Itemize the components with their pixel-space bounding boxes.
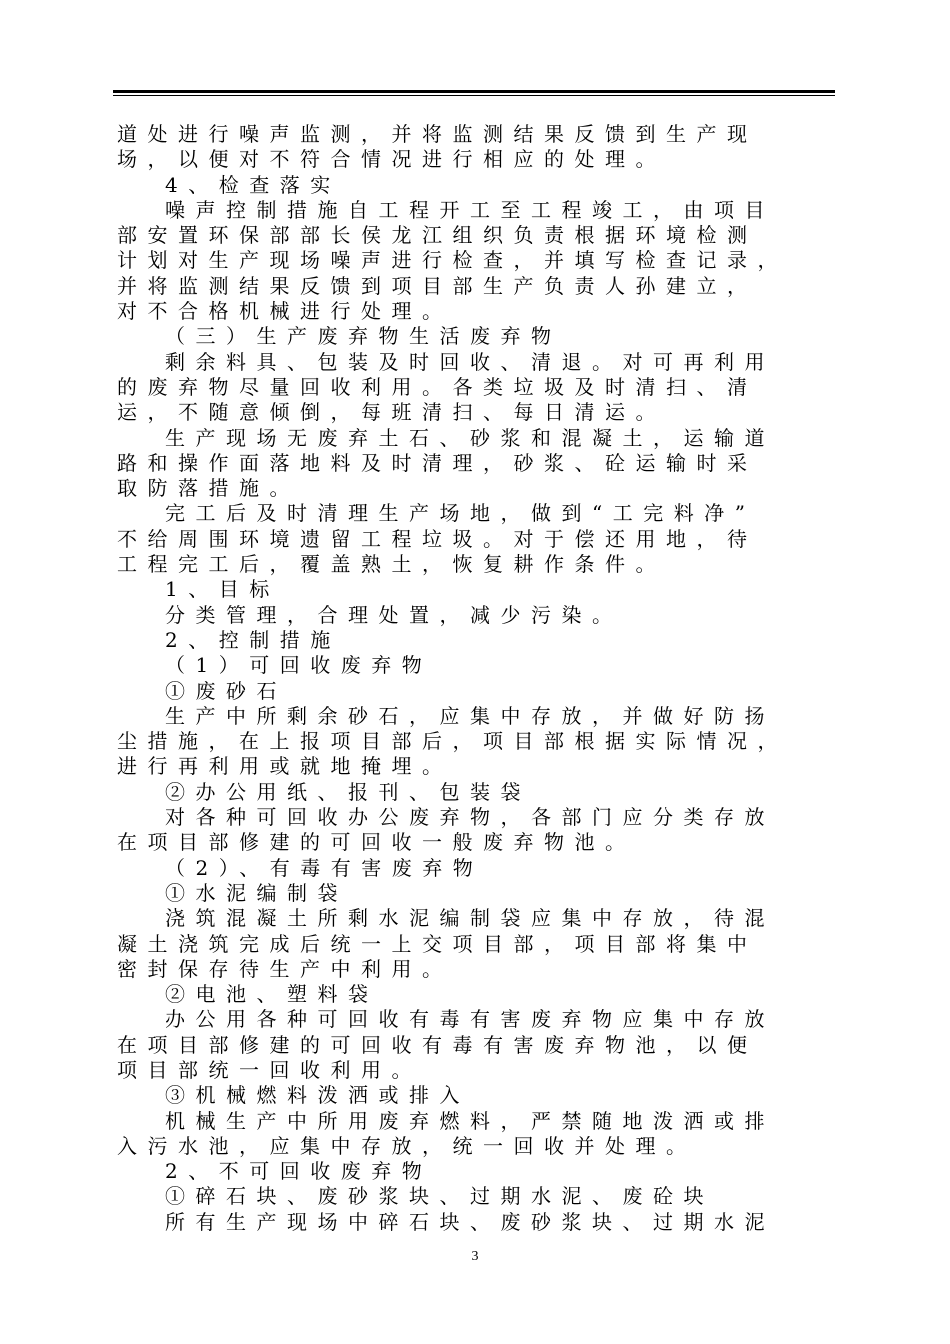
text-line: 浇筑混凝土所剩水泥编制袋应集中存放，待混 (165, 906, 775, 931)
text-line: 完工后及时清理生产场地，做到“工完料净” (165, 501, 756, 526)
text-line: 分类管理，合理处置，减少污染。 (165, 602, 623, 627)
document-body (117, 122, 829, 1235)
text-line: 生产中所剩余砂石，应集中存放，并做好防扬 (165, 703, 775, 728)
item-heading: ③机械燃料泼洒或排入 (165, 1083, 470, 1108)
section-heading: 2、不可回收废弃物 (165, 1159, 433, 1184)
text-line: 对不合格机械进行处理。 (117, 299, 453, 324)
text-line: 办公用各种可回收有毒有害废弃物应集中存放 (165, 1007, 775, 1032)
text-line: 在项目部修建的可回收有毒有害废弃物池，以便 (117, 1032, 758, 1057)
section-heading: 2、控制措施 (165, 627, 341, 652)
text-line: 机械生产中所用废弃燃料，严禁随地泼洒或排 (165, 1108, 775, 1133)
text-line: 工程完工后，覆盖熟土，恢复耕作条件。 (117, 552, 666, 577)
text-line: 密封保存待生产中利用。 (117, 956, 453, 981)
text-line: 生产现场无废弃土石、砂浆和混凝土，运输道 (165, 425, 775, 450)
text-line: 进行再利用或就地掩埋。 (117, 754, 453, 779)
text-line: 剩余料具、包装及时回收、清退。对可再利用 (165, 349, 775, 374)
text-line: 噪声控制措施自工程开工至工程竣工，由项目 (165, 197, 775, 222)
text-line: 凝土浇筑完成后统一上交项目部，项目部将集中 (117, 931, 758, 956)
page-number: 3 (471, 1249, 479, 1264)
text-line: 计划对生产现场噪声进行检查，并填写检查记录， (117, 248, 788, 273)
text-line: 并将监测结果反馈到项目部生产负责人孙建立， (117, 273, 758, 298)
item-heading: ②办公用纸、报刊、包装袋 (165, 779, 531, 804)
text-line: 路和操作面落地料及时清理，砂浆、砼运输时采 (117, 450, 758, 475)
text-line: 尘措施，在上报项目部后，项目部根据实际情况， (117, 729, 788, 754)
text-line: 道处进行噪声监测，并将监测结果反馈到生产现 (117, 122, 758, 146)
section-heading: （三）生产废弃物生活废弃物 (165, 324, 562, 349)
header-rule-thin (113, 95, 835, 96)
text-line: 运，不随意倾倒，每班清扫、每日清运。 (117, 400, 666, 425)
item-heading: ②电池、塑料袋 (165, 982, 379, 1007)
section-heading: （2）、有毒有害废弃物 (165, 855, 484, 880)
text-line: 不给周围环境遗留工程垃圾。对于偿还用地，待 (117, 526, 758, 551)
text-line: 对各种可回收办公废弃物，各部门应分类存放 (165, 805, 775, 830)
text-line: 的废弃物尽量回收利用。各类垃圾及时清扫、清 (117, 374, 758, 399)
text-line: 场，以便对不符合情况进行相应的处理。 (117, 147, 666, 172)
text-line: 所有生产现场中碎石块、废砂浆块、过期水泥 (165, 1209, 775, 1234)
text-line: 在项目部修建的可回收一般废弃物池。 (117, 830, 636, 855)
section-heading: 4、检查落实 (165, 172, 341, 197)
text-line: 项目部统一回收利用。 (117, 1057, 422, 1082)
item-heading: ①碎石块、废砂浆块、过期水泥、废砼块 (165, 1184, 714, 1209)
section-heading: 1、目标 (165, 577, 280, 602)
item-heading: ①废砂石 (165, 678, 287, 703)
header-rule-thick (113, 90, 835, 93)
text-line: 取防落措施。 (117, 476, 300, 501)
section-heading: （1）可回收废弃物 (165, 653, 433, 678)
text-line: 部安置环保部部长侯龙江组织负责根据环境检测 (117, 223, 758, 248)
text-line: 入污水池，应集中存放，统一回收并处理。 (117, 1133, 697, 1158)
item-heading: ①水泥编制袋 (165, 880, 348, 905)
